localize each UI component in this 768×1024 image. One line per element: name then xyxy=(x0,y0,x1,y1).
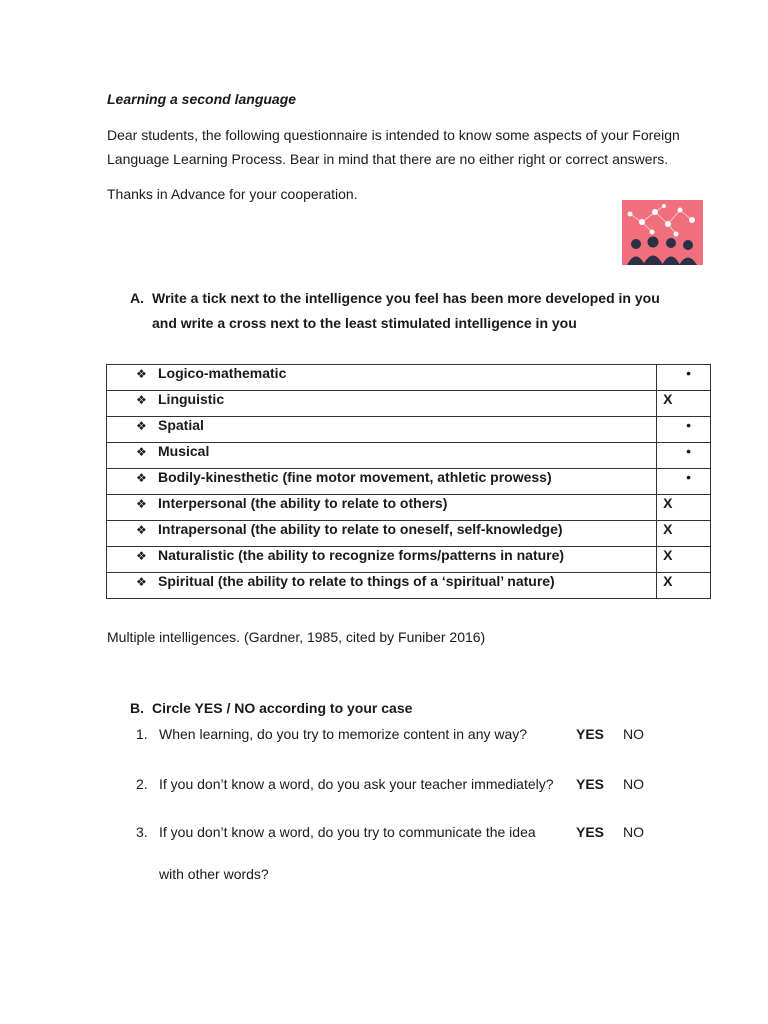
tick-mark: • xyxy=(686,365,691,381)
intelligence-row xyxy=(107,417,711,443)
intelligence-name: Musical xyxy=(158,443,210,459)
intelligence-row xyxy=(107,469,711,495)
cross-mark: X xyxy=(663,573,673,589)
no-option: NO xyxy=(623,824,644,840)
diamond-bullet-icon: ❖ xyxy=(136,575,147,589)
diamond-bullet-icon: ❖ xyxy=(136,419,147,433)
mark-cell[interactable] xyxy=(657,495,711,521)
intelligence-name-cell xyxy=(107,573,657,599)
intelligence-name: Interpersonal (the ability to relate to others) xyxy=(158,495,448,511)
question-number: 2. xyxy=(136,776,148,792)
section-b-label: B. xyxy=(130,700,144,716)
intelligence-name: Naturalistic (the ability to recognize forms/patterns in nature) xyxy=(158,547,565,563)
intelligence-name: Intrapersonal (the ability to relate to oneself, self-knowledge) xyxy=(158,521,563,537)
mark-cell[interactable] xyxy=(657,521,711,547)
diamond-bullet-icon: ❖ xyxy=(136,497,147,511)
table-caption: Multiple intelligences. (Gardner, 1985, cited by Funiber 2016) xyxy=(107,629,486,645)
intelligence-name-cell xyxy=(107,547,657,573)
cross-mark: X xyxy=(663,495,673,511)
intelligence-name-cell xyxy=(107,443,657,469)
cross-mark: X xyxy=(663,521,673,537)
intelligence-row xyxy=(107,495,711,521)
intelligence-name-cell xyxy=(107,469,657,495)
question-text: When learning, do you try to memorize content in any way? xyxy=(159,726,528,742)
section-a-line-2: and write a cross next to the least stimulated intelligence in you xyxy=(152,315,577,331)
section-b-heading xyxy=(130,700,412,716)
question-text-continued: with other words? xyxy=(159,866,269,882)
intelligence-name: Spatial xyxy=(158,417,204,433)
intelligence-name-cell xyxy=(107,391,657,417)
intelligence-name-cell xyxy=(107,495,657,521)
mark-cell[interactable] xyxy=(657,547,711,573)
mark-cell[interactable] xyxy=(657,469,711,495)
diamond-bullet-icon: ❖ xyxy=(136,367,147,381)
mark-cell[interactable] xyxy=(657,573,711,599)
diamond-bullet-icon: ❖ xyxy=(136,549,147,563)
yes-option: YES xyxy=(576,824,605,840)
no-option: NO xyxy=(623,776,644,792)
question-text: If you don’t know a word, do you try to communicate the idea xyxy=(159,824,536,840)
intelligence-row xyxy=(107,547,711,573)
diamond-bullet-icon: ❖ xyxy=(136,523,147,537)
document-title: Learning a second language xyxy=(107,91,297,107)
intelligence-name-cell xyxy=(107,417,657,443)
people-network-illustration xyxy=(622,200,703,265)
section-a-instructions xyxy=(130,286,660,336)
intelligences-table xyxy=(106,364,711,599)
diamond-bullet-icon: ❖ xyxy=(136,471,147,485)
mark-cell[interactable] xyxy=(657,417,711,443)
intelligence-row xyxy=(107,573,711,599)
network-icon xyxy=(622,200,703,265)
question-text: If you don’t know a word, do you ask your teacher immediately? xyxy=(159,776,554,792)
intelligence-row xyxy=(107,391,711,417)
tick-mark: • xyxy=(686,417,691,433)
section-b-text: Circle YES / NO according to your case xyxy=(152,700,413,716)
tick-mark: • xyxy=(686,469,691,485)
diamond-bullet-icon: ❖ xyxy=(136,393,147,407)
mark-cell[interactable] xyxy=(657,365,711,391)
intro-paragraph: Dear students, the following questionnaire is intended to know some aspects of your Foreign Language Learning Process. Bear in mind that there are no either right or correct answers. xyxy=(107,127,680,167)
intelligence-name: Bodily-kinesthetic (fine motor movement, athletic prowess) xyxy=(158,469,552,485)
intelligence-row xyxy=(107,365,711,391)
intelligence-name-cell xyxy=(107,365,657,391)
section-a-label: A. xyxy=(130,290,144,306)
yes-option: YES xyxy=(576,726,605,742)
tick-mark: • xyxy=(686,443,691,459)
question-number: 3. xyxy=(136,824,148,840)
intelligence-name: Logico-mathematic xyxy=(158,365,287,381)
question-number: 1. xyxy=(136,726,148,742)
mark-cell[interactable] xyxy=(657,443,711,469)
intelligence-row xyxy=(107,443,711,469)
diamond-bullet-icon: ❖ xyxy=(136,445,147,459)
thanks-paragraph: Thanks in Advance for your cooperation. xyxy=(107,186,358,202)
intelligence-name: Spiritual (the ability to relate to things of a ‘spiritual’ nature) xyxy=(158,573,555,589)
cross-mark: X xyxy=(663,547,673,563)
intelligence-name: Linguistic xyxy=(158,391,225,407)
section-a-line-1: Write a tick next to the intelligence you feel has been more developed in you xyxy=(152,290,660,306)
no-option: NO xyxy=(623,726,644,742)
yes-option: YES xyxy=(576,776,605,792)
intelligence-row xyxy=(107,521,711,547)
intelligence-name-cell xyxy=(107,521,657,547)
cross-mark: X xyxy=(663,391,673,407)
mark-cell[interactable] xyxy=(657,391,711,417)
